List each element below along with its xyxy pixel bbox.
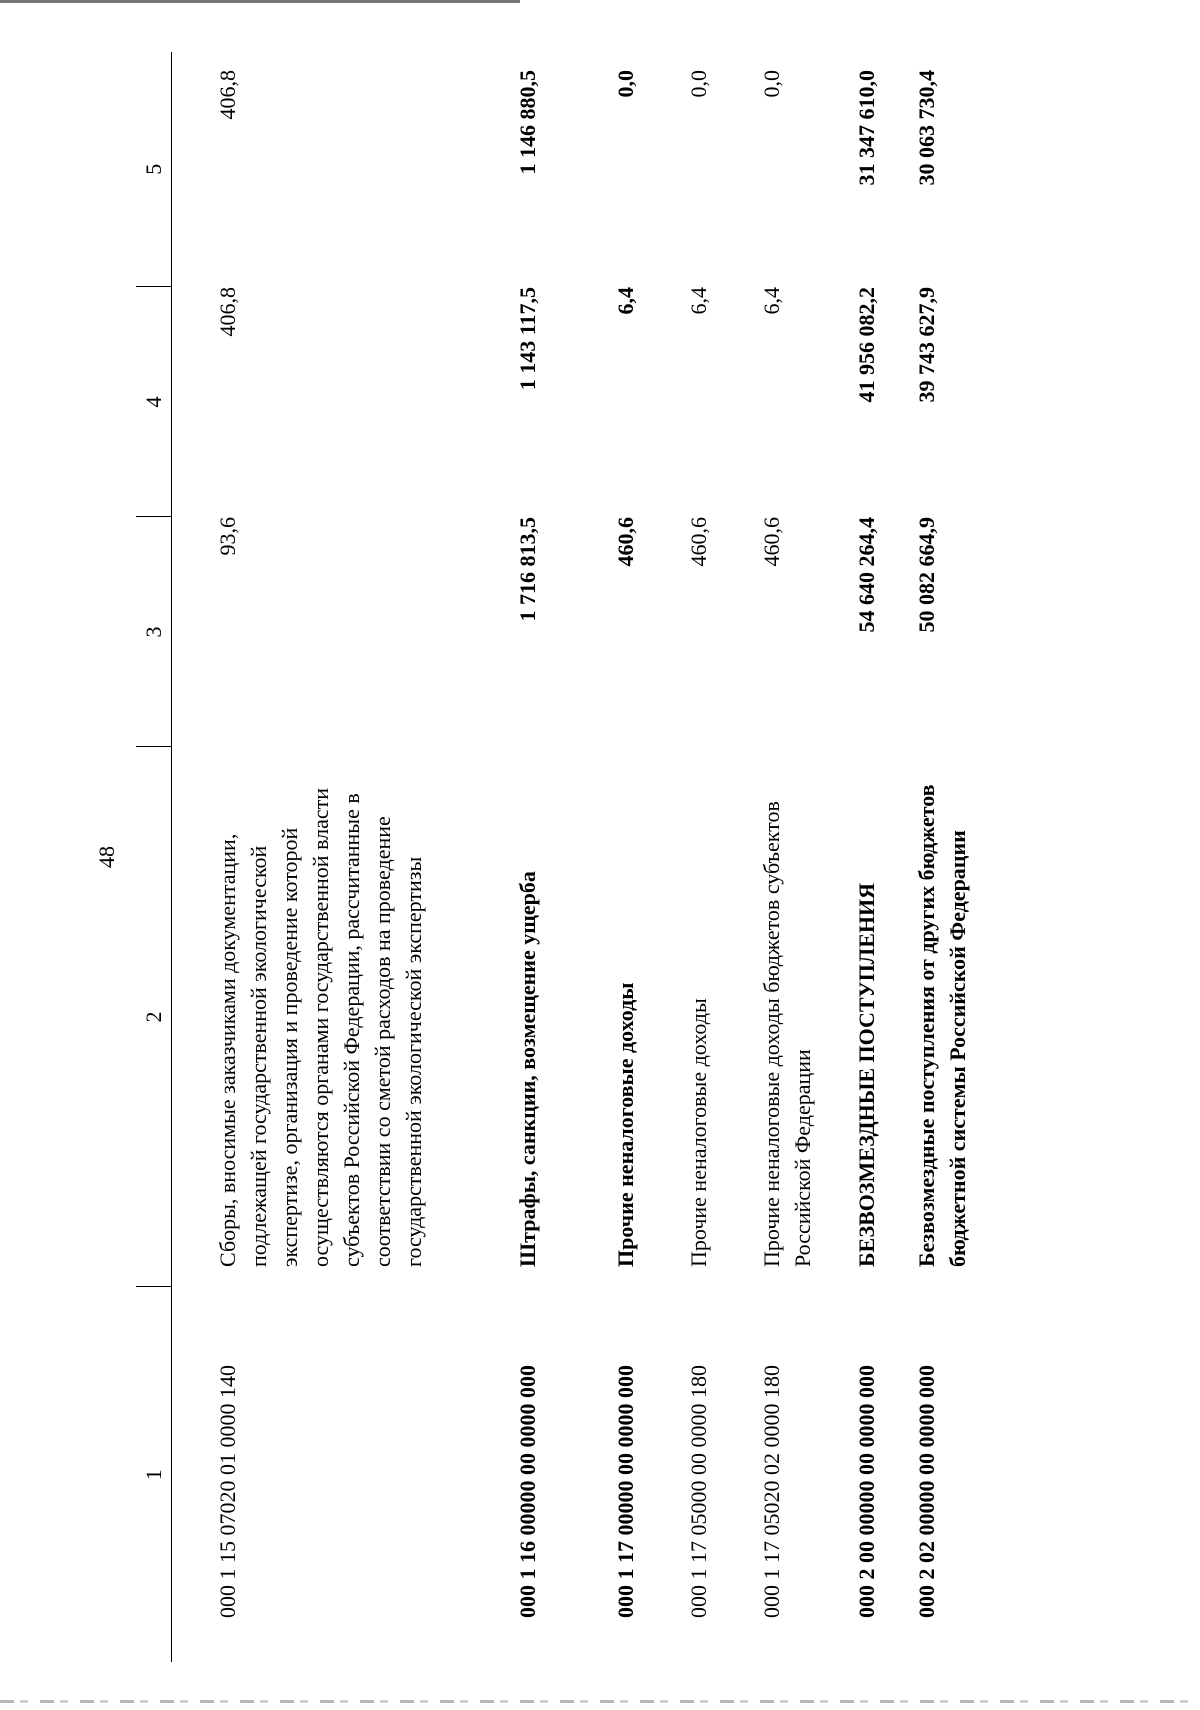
revenue-name: Прочие неналоговые доходы [613,982,638,1267]
budget-code: 000 1 16 00000 00 0000 000 [515,1365,540,1618]
scan-edge-bottom [0,1700,1200,1703]
table-row [756,52,851,1662]
revenue-name: Прочие неналоговые доходы бюджетов субъектов Российской Федерации [759,801,815,1267]
table-row [683,52,756,1662]
column-header-1: 1 [136,1287,172,1662]
revenue-table [136,52,1011,1662]
value-col3: 460,6 [686,517,711,567]
value-col5: 0,0 [759,70,784,98]
value-col4: 406,8 [215,287,240,337]
budget-code: 000 1 15 07020 01 0000 140 [215,1365,240,1618]
value-col5: 30 063 730,4 [914,70,939,186]
revenue-name: Прочие неналоговые доходы [686,998,711,1267]
value-col3: 93,6 [215,517,240,556]
value-col5: 31 347 610,0 [854,70,879,186]
revenue-name: Безвозмездные поступления от других бюджетов бюджетной системы Российской Федерации [914,784,970,1267]
scan-edge-top [0,0,520,3]
column-header-2: 2 [136,747,172,1287]
value-col5: 0,0 [686,70,711,98]
revenue-table-rotated [136,52,1036,1662]
table-header-row [136,52,172,1662]
revenue-name: Штрафы, санкции, возмещение ущерба [515,871,540,1267]
value-col3: 460,6 [759,517,784,567]
column-header-4: 4 [136,287,172,517]
budget-code: 000 1 17 05000 00 0000 180 [686,1365,711,1618]
budget-code: 000 2 02 00000 00 0000 000 [914,1365,939,1618]
budget-code: 000 2 00 00000 00 0000 000 [854,1365,879,1618]
value-col3: 1 716 813,5 [515,517,540,622]
column-header-3: 3 [136,517,172,747]
value-col5: 0,0 [613,70,638,98]
value-col5: 406,8 [215,70,240,120]
value-col4: 1 143 117,5 [515,287,540,391]
page-number [96,837,118,877]
value-col4: 39 743 627,9 [914,287,939,403]
column-header-5: 5 [136,52,172,287]
value-col5: 1 146 880,5 [515,70,540,175]
revenue-name: БЕЗВОЗМЕЗДНЫЕ ПОСТУПЛЕНИЯ [854,883,879,1267]
table-row [911,52,1011,1662]
budget-code: 000 1 17 05020 02 0000 180 [759,1365,784,1618]
table-row [512,52,610,1662]
budget-code: 000 1 17 00000 00 0000 000 [613,1365,638,1618]
value-col3: 460,6 [613,517,638,567]
value-col4: 6,4 [686,287,711,315]
value-col3: 54 640 264,4 [854,517,879,633]
value-col3: 50 082 664,9 [914,517,939,633]
table-row [851,52,911,1662]
value-col4: 6,4 [759,287,784,315]
value-col4: 41 956 082,2 [854,287,879,403]
table-row [172,52,513,1662]
table-row [610,52,683,1662]
page-number-text: 48 [94,846,119,868]
revenue-name: Сборы, вносимые заказчиками документации, подлежащей государственной экологической экспертизе, организация и проведение которой осуществляются органами государственной власти субъектов Российской Федерации, рассчитанные в соответствии со сметой расходов на проведение государственной экологической экспертизы [215,787,426,1267]
value-col4: 6,4 [613,287,638,315]
